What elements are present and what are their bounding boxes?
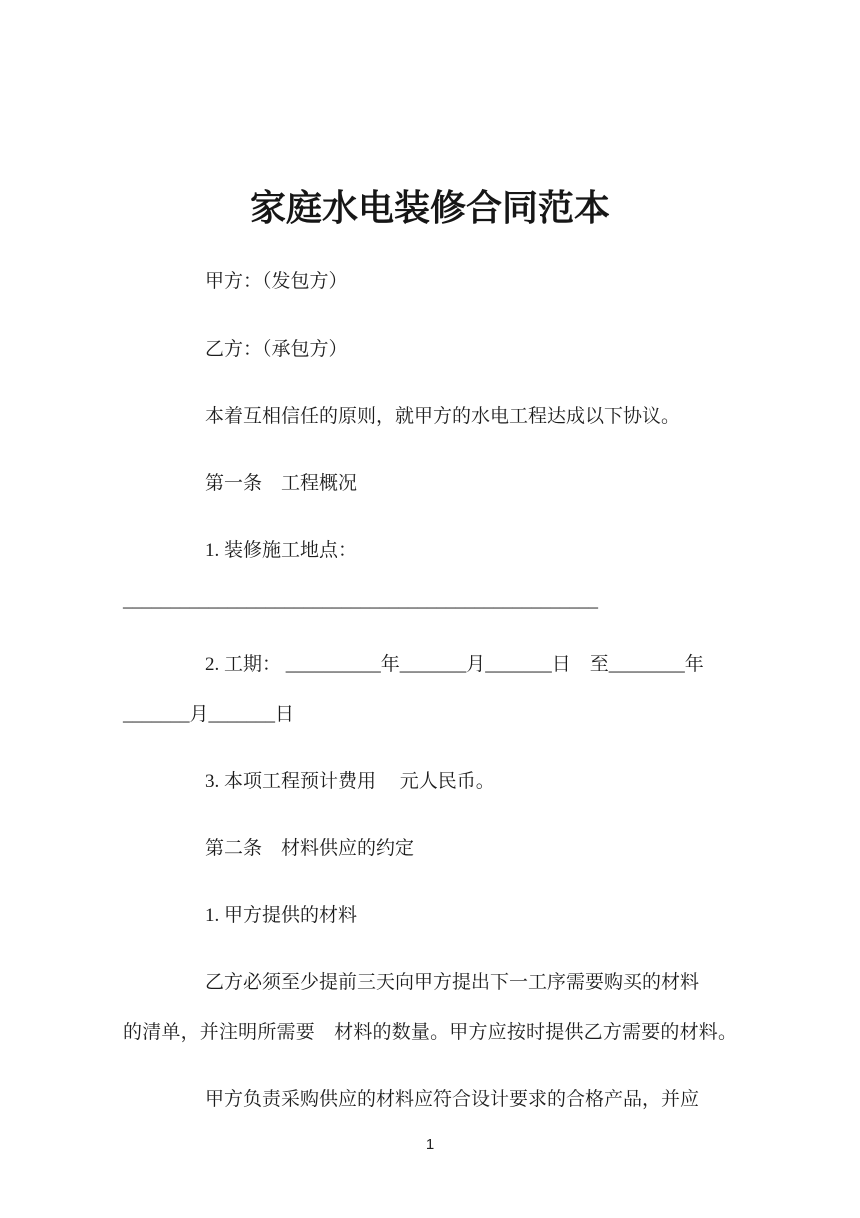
clause-1-2-duration-line-1: 2. 工期： __________年_______月_______日 至________年: [205, 654, 704, 675]
clause-1-1-location-label: 1. 装修施工地点：: [205, 540, 358, 561]
page-number: 1: [425, 1136, 435, 1153]
party-b-line: 乙方：（承包方）: [205, 339, 348, 360]
article-2-heading: 第二条 材料供应的约定: [205, 838, 415, 859]
clause-1-3-cost-line: 3. 本项工程预计费用 元人民币。: [205, 771, 495, 792]
article-1-heading: 第一条 工程概况: [205, 473, 358, 494]
clause-2-1-paragraph-1-line-1: 乙方必须至少提前三天向甲方提出下一工序需要购买的材料: [205, 972, 700, 993]
clause-2-1-heading: 1. 甲方提供的材料: [205, 905, 358, 926]
preamble-line: 本着互相信任的原则，就甲方的水电工程达成以下协议。: [205, 406, 681, 427]
clause-1-2-duration-line-2: _______月_______日: [123, 704, 295, 725]
contract-title: 家庭水电装修合同范本: [249, 188, 610, 228]
location-fill-in-line: __________________________________________________: [123, 590, 598, 611]
party-a-line: 甲方：（发包方）: [205, 271, 348, 292]
clause-2-1-paragraph-2-line-1: 甲方负责采购供应的材料应符合设计要求的合格产品，并应: [205, 1089, 700, 1110]
clause-2-1-paragraph-1-line-2: 的清单，并注明所需要 材料的数量。甲方应按时提供乙方需要的材料。: [123, 1022, 737, 1043]
